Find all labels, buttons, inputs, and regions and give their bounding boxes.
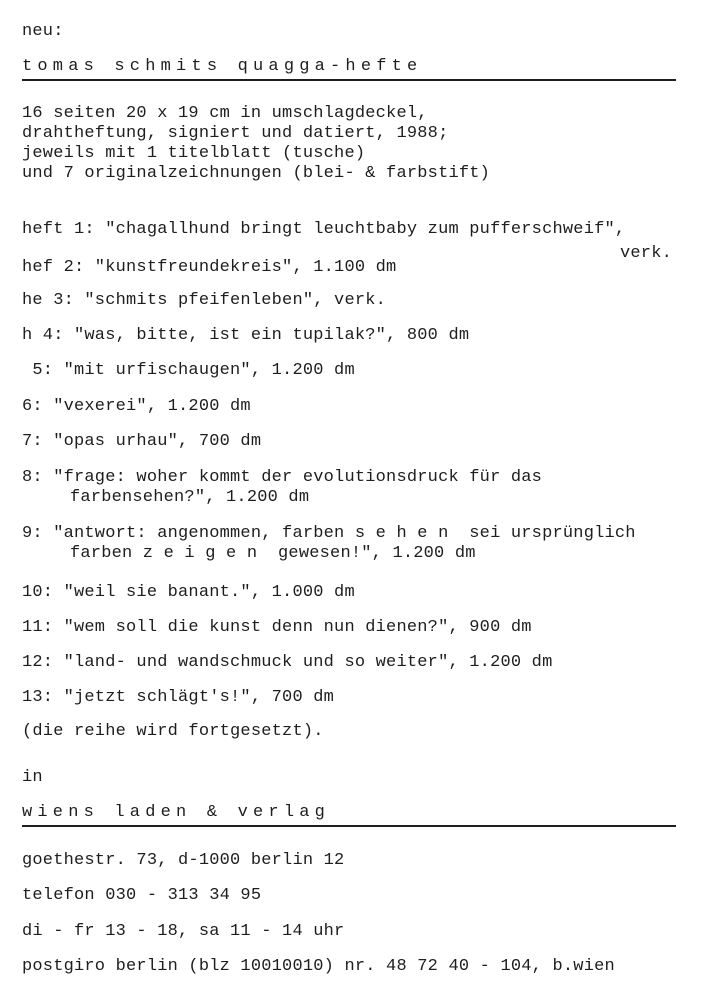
intro-label: neu: [22,22,64,41]
issue-entry: 9: "antwort: angenommen, farben s e h e n sei ursprünglich [22,524,636,543]
issue-entry: 10: "weil sie banant.", 1.000 dm [22,583,355,602]
issue-entry: 12: "land- und wandschmuck und so weiter", 1.200 dm [22,653,553,672]
issue-entry: 11: "wem soll die kunst denn nun dienen?", 900 dm [22,618,532,637]
publisher-name: wiens laden & verlag [22,803,331,822]
description-line: jeweils mit 1 titelblatt (tusche) [22,144,366,163]
series-note: (die reihe wird fortgesetzt). [22,722,324,741]
issue-entry: 5: "mit urfischaugen", 1.200 dm [22,361,355,380]
description-line: drahtheftung, signiert und datiert, 1988; [22,124,449,143]
description-line: 16 seiten 20 x 19 cm in umschlagdeckel, [22,104,428,123]
issue-entry-status: verk. [619,244,672,263]
publisher-phone: telefon 030 - 313 34 95 [22,886,262,905]
issue-entry: 8: "frage: woher kommt der evolutionsdruck für das [22,468,543,487]
title-underline [22,79,676,81]
issue-entry: he 3: "schmits pfeifenleben", verk. [22,291,387,310]
publisher-hours: di - fr 13 - 18, sa 11 - 14 uhr [22,922,345,941]
issue-entry: 13: "jetzt schlägt's!", 700 dm [22,688,335,707]
issue-entry-continued: farbensehen?", 1.200 dm [70,488,310,507]
publisher-underline [22,825,676,827]
issue-entry: 6: "vexerei", 1.200 dm [22,397,251,416]
series-title: tomas schmits quagga-hefte [22,57,423,76]
publisher-giro: postgiro berlin (blz 10010010) nr. 48 72 40 - 104, b.wien [22,957,615,976]
issue-entry: hef 2: "kunstfreundekreis", 1.100 dm [22,258,397,277]
issue-entry: 7: "opas urhau", 700 dm [22,432,262,451]
issue-entry: h 4: "was, bitte, ist ein tupilak?", 800 dm [22,326,470,345]
issue-entry: heft 1: "chagallhund bringt leuchtbaby zum pufferschweif", [22,220,626,239]
publisher-intro: in [22,768,43,787]
issue-entry-continued: farben z e i g e n gewesen!", 1.200 dm [70,544,476,563]
description-line: und 7 originalzeichnungen (blei- & farbstift) [22,164,491,183]
publisher-address: goethestr. 73, d-1000 berlin 12 [22,851,345,870]
